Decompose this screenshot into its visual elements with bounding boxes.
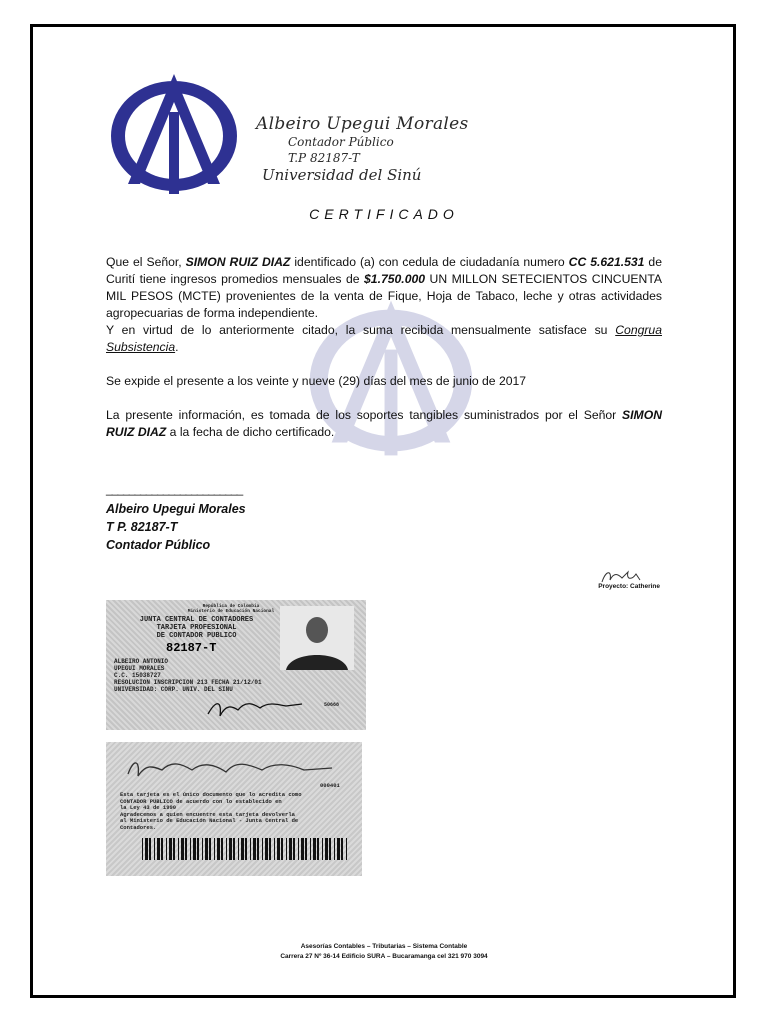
card-number: 82187-T — [166, 641, 217, 655]
card-text: Agradecemos a quien encuentre esta tarjeta devolverla — [120, 810, 295, 818]
footer-address: Carrera 27 Nº 36-14 Edificio SURA – Bucaramanga cel 321 970 3094 — [280, 953, 488, 960]
paragraph-source — [106, 407, 662, 441]
barcode-bar — [209, 838, 211, 860]
barcode-bar — [154, 838, 155, 860]
card-text: UPEGUI MORALES — [114, 665, 165, 672]
barcode-bar — [313, 838, 316, 860]
barcode-bar — [178, 838, 179, 860]
text: Y en virtud de lo anteriormente citado, la suma recibida mensualmente satisface su — [106, 323, 616, 337]
id-card-front — [106, 600, 366, 730]
barcode-bar — [214, 838, 215, 860]
footer — [0, 942, 768, 962]
signer-tp: T P. 82187-T — [106, 520, 178, 534]
barcode-bar — [253, 838, 256, 860]
footer-services: Asesorías Contables – Tributarias – Sistema Contable — [300, 943, 468, 950]
barcode-bar — [281, 838, 283, 860]
signature-block — [106, 500, 246, 554]
letterhead — [256, 114, 469, 184]
barcode-bar — [197, 838, 199, 860]
card-text: Esta tarjeta es el único documento que lo acredita como — [120, 791, 302, 798]
barcode-bar — [298, 838, 299, 860]
barcode-bar — [341, 838, 343, 860]
text: de Curití tiene ingresos promedios mensuales de — [106, 255, 662, 286]
barcode-bar — [305, 838, 307, 860]
card-serial: 000401 — [320, 782, 340, 789]
barcode-bar — [142, 838, 143, 860]
card-text: JUNTA CENTRAL DE CONTADORES — [139, 616, 254, 624]
barcode-bar — [166, 838, 167, 860]
card-text: la Ley 43 de 1990 — [120, 804, 177, 811]
card-text: ALBEIRO ANTONIO — [114, 658, 169, 665]
barcode-bar — [217, 838, 220, 860]
proyecto-label: Proyecto: Catherine — [598, 583, 660, 590]
barcode-bar — [161, 838, 163, 860]
text: identificado (a) con cedula de ciudadanía numero — [290, 255, 569, 269]
card-text: CONTADOR PUBLICO de acuerdo con lo establecido en — [120, 797, 282, 805]
card-text: TARJETA PROFESIONAL — [156, 624, 237, 632]
card-text: UNIVERSIDAD: CORP. UNIV. DEL SINU — [114, 686, 233, 693]
barcode-bar — [337, 838, 340, 860]
barcode-bar — [274, 838, 275, 860]
card-back-signature-icon — [122, 754, 342, 784]
barcode-bar — [245, 838, 247, 860]
barcode-bar — [193, 838, 196, 860]
paragraph-income — [106, 254, 662, 322]
barcode-bar — [185, 838, 187, 860]
paragraph-subsistence — [106, 322, 662, 356]
card-text: al Ministerio de Educación Nacional - Junta Central de — [120, 817, 299, 824]
card-text: RESOLUCION INSCRIPCION 213 FECHA 21/12/01 — [114, 679, 262, 686]
barcode-bar — [346, 838, 347, 860]
barcode-bar — [173, 838, 175, 860]
barcode-bar — [269, 838, 271, 860]
card-signature-icon — [202, 696, 322, 722]
letterhead-tp: T.P 82187-T — [288, 151, 360, 165]
barcode-bar — [322, 838, 323, 860]
barcode-bar — [329, 838, 331, 860]
letterhead-university: Universidad del Sinú — [262, 166, 422, 184]
letterhead-name: Albeiro Upegui Morales — [256, 114, 469, 134]
barcode-bar — [286, 838, 287, 860]
barcode-bar — [262, 838, 263, 860]
barcode-bar — [293, 838, 295, 860]
letterhead-role: Contador Público — [288, 135, 394, 149]
id-number: CC 5.621.531 — [568, 255, 645, 269]
barcode-bar — [265, 838, 268, 860]
barcode-bar — [233, 838, 235, 860]
barcode-bar — [169, 838, 172, 860]
card-text: República de Colombia — [202, 604, 260, 609]
income-amount: $1.750.000 — [364, 272, 426, 286]
barcode-bar — [145, 838, 148, 860]
signature-line: ________________________ — [106, 482, 243, 496]
barcode-bar — [289, 838, 292, 860]
barcode-bar — [257, 838, 259, 860]
card-text: Ministerio de Educación Nacional — [187, 609, 275, 614]
barcode-bar — [181, 838, 184, 860]
barcode-bar — [317, 838, 319, 860]
proyecto-note — [566, 566, 666, 592]
barcode-bar — [310, 838, 311, 860]
text: a la fecha de dicho certificado. — [166, 425, 335, 439]
barcode-bar — [250, 838, 251, 860]
barcode-bar — [190, 838, 191, 860]
card-text: C.C. 15038727 — [114, 672, 161, 679]
barcode-bar — [301, 838, 304, 860]
text: Que el Señor, — [106, 255, 186, 269]
text: UN MILLON SETECIENTOS CINCUENTA MIL PESOS (MCTE) provenientes de la venta de Fique, Hoja de Tabaco, leche y otras actividades agropecuarias de forma independiente. — [106, 272, 662, 320]
barcode-bar — [334, 838, 335, 860]
barcode-bar — [221, 838, 223, 860]
barcode-bar — [241, 838, 244, 860]
card-code: 50668 — [324, 702, 340, 708]
photo-icon — [280, 606, 354, 670]
barcode-bar — [229, 838, 232, 860]
document-title: CERTIFICADO — [309, 206, 459, 222]
card-text: DE CONTADOR PUBLICO — [156, 632, 237, 640]
certificate-body — [106, 254, 662, 441]
barcode-bar — [238, 838, 239, 860]
barcode-bar — [202, 838, 203, 860]
logo-icon — [106, 72, 242, 196]
text: . — [175, 340, 179, 354]
congrua-subsistencia: Congrua Subsistencia — [106, 323, 662, 354]
text: La presente información, es tomada de los soportes tangibles suministrados por el Señor — [106, 408, 623, 422]
holder-name: SIMON RUIZ DIAZ — [185, 255, 291, 269]
paragraph-date: Se expide el presente a los veinte y nueve (29) días del mes de junio de 2017 — [106, 374, 527, 388]
card-text: Contadores. — [120, 823, 157, 831]
barcode-bar — [205, 838, 208, 860]
signer-role: Contador Público — [106, 538, 211, 552]
barcode-icon — [142, 838, 350, 860]
id-card-back — [106, 742, 362, 876]
barcode-bar — [277, 838, 280, 860]
barcode-bar — [325, 838, 328, 860]
signer-name: Albeiro Upegui Morales — [106, 502, 246, 516]
holder-name: SIMON RUIZ DIAZ — [106, 408, 662, 439]
barcode-bar — [157, 838, 160, 860]
barcode-bar — [149, 838, 151, 860]
barcode-bar — [226, 838, 227, 860]
